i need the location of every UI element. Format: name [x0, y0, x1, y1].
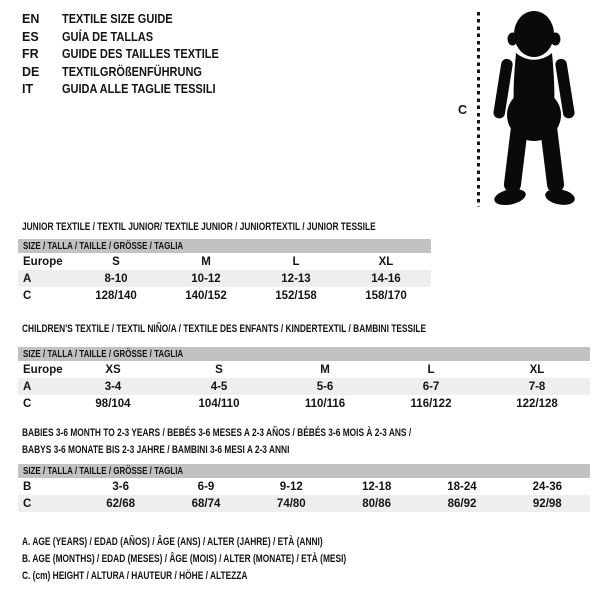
- cell: 18-24: [447, 480, 477, 493]
- footnote-a-text: A. AGE (YEARS) / EDAD (AÑOS) / ÂGE (ANS) / ALTER (JAHRE) / ETÀ (ANNI): [22, 536, 323, 548]
- row-label: C: [23, 397, 32, 410]
- cell: L: [427, 363, 435, 376]
- footnote-b: [22, 553, 449, 566]
- cell: 3-6: [112, 480, 129, 493]
- language-title: TEXTILE SIZE GUIDE: [62, 12, 173, 26]
- height-measure-dotted-line: [477, 12, 480, 207]
- row-label: A: [23, 380, 32, 393]
- cell: M: [201, 255, 211, 268]
- children-size-table: [18, 347, 590, 412]
- language-row-it: [22, 81, 240, 99]
- cell: 86/92: [447, 497, 477, 510]
- cell: 12-13: [281, 272, 311, 285]
- footnote-c-text: C. (cm) HEIGHT / ALTURA / HAUTEUR / HÖHE / ALTEZZA: [22, 570, 248, 582]
- table-row: [18, 395, 590, 412]
- cell: 24-36: [532, 480, 563, 493]
- cell: S: [112, 255, 120, 268]
- footnote-c: [22, 570, 319, 583]
- language-row-fr: [22, 46, 240, 64]
- language-code: DE: [22, 64, 40, 79]
- cell: S: [215, 363, 223, 376]
- language-title: GUÍA DE TALLAS: [62, 29, 154, 44]
- cell: 158/170: [365, 289, 407, 302]
- cell: 92/98: [532, 497, 562, 510]
- cell: 5-6: [316, 380, 334, 393]
- cell: 140/152: [185, 289, 227, 302]
- row-label: Europe: [23, 363, 63, 376]
- cell: 110/116: [304, 397, 346, 410]
- row-label: Europe: [23, 255, 63, 268]
- baby-silhouette-icon: [486, 9, 592, 209]
- cell: XS: [105, 363, 121, 376]
- footnote-a: [22, 536, 418, 549]
- height-measure-label: C: [458, 103, 468, 117]
- cell: 9-12: [279, 480, 303, 493]
- cell: 7-8: [528, 380, 546, 393]
- cell: 8-10: [104, 272, 128, 285]
- table-row: [18, 495, 590, 512]
- cell: L: [292, 255, 300, 268]
- row-label: C: [23, 497, 32, 510]
- size-header-bar: [18, 464, 590, 478]
- babies-size-table: [18, 464, 590, 512]
- language-code: IT: [22, 82, 34, 96]
- table-row: [18, 253, 431, 270]
- cell: 116/122: [410, 397, 452, 410]
- babies-section-title-line1: BABIES 3-6 MONTH TO 2-3 YEARS / BEBÉS 3-6 MESES A 2-3 AÑOS / BÉBÉS 3-6 MOIS À 2-3 ANS /: [22, 427, 412, 439]
- cell: 3-4: [104, 380, 122, 393]
- language-code: FR: [22, 47, 39, 61]
- language-row-de: [22, 64, 240, 82]
- language-code: ES: [22, 29, 39, 44]
- table-row: [18, 287, 431, 304]
- babies-section-title: [22, 425, 534, 458]
- table-row: [18, 361, 590, 378]
- cell: 6-7: [422, 380, 440, 393]
- cell: 152/158: [275, 289, 317, 302]
- size-header-text: SIZE / TALLA / TAILLE / GRÖSSE / TAGLIA: [23, 348, 184, 360]
- size-header-bar: [18, 239, 431, 253]
- language-row-es: [22, 29, 240, 47]
- cell: 12-18: [361, 480, 392, 493]
- cell: XL: [529, 363, 545, 376]
- footnote-b-text: B. AGE (MONTHS) / EDAD (MESES) / ÂGE (MOIS) / ALTER (MONATE) / ETÀ (MESI): [22, 553, 347, 565]
- size-header-bar: [18, 347, 590, 361]
- cell: 6-9: [197, 480, 215, 493]
- cell: 122/128: [516, 397, 558, 410]
- table-row: [18, 478, 590, 495]
- language-row-en: [22, 11, 240, 29]
- table-row: [18, 378, 590, 395]
- cell: 74/80: [276, 497, 306, 510]
- cell: 104/110: [198, 397, 240, 410]
- row-label: B: [23, 480, 32, 493]
- language-title: TEXTILGRÖßENFÜHRUNG: [62, 64, 202, 79]
- babies-section-title-line2: BABYS 3-6 MONATE BIS 2-3 JAHRE / BAMBINI 3-6 MESI A 2-3 ANNI: [22, 443, 290, 456]
- cell: 80/86: [362, 497, 392, 510]
- size-header-text: SIZE / TALLA / TAILLE / GRÖSSE / TAGLIA: [23, 240, 184, 252]
- language-title: GUIDE DES TAILLES TEXTILE: [62, 47, 219, 61]
- cell: 62/68: [106, 497, 136, 510]
- cell: 4-5: [210, 380, 228, 393]
- size-header-text: SIZE / TALLA / TAILLE / GRÖSSE / TAGLIA: [23, 465, 184, 477]
- children-section-title-text: CHILDREN'S TEXTILE / TEXTIL NIÑO/A / TEXTILE DES ENFANTS / KINDERTEXTIL / BAMBINI TESSILE: [22, 323, 427, 335]
- table-row: [18, 270, 431, 287]
- cell: 68/74: [191, 497, 221, 510]
- cell: 10-12: [191, 272, 221, 285]
- junior-section-title-text: JUNIOR TEXTILE / TEXTIL JUNIOR/ TEXTILE JUNIOR / JUNIORTEXTIL / JUNIOR TESSILE: [22, 221, 376, 233]
- row-label: C: [23, 289, 32, 302]
- cell: M: [320, 363, 330, 376]
- junior-size-table: [18, 239, 431, 304]
- cell: 98/104: [95, 397, 131, 410]
- language-title: GUIDA ALLE TAGLIE TESSILI: [62, 82, 216, 96]
- row-label: A: [23, 272, 32, 285]
- language-list: [22, 11, 240, 99]
- children-section-title: [22, 323, 554, 336]
- cell: 14-16: [371, 272, 401, 285]
- junior-section-title: [22, 221, 487, 234]
- language-code: EN: [22, 12, 40, 26]
- cell: 128/140: [95, 289, 137, 302]
- cell: XL: [378, 255, 394, 268]
